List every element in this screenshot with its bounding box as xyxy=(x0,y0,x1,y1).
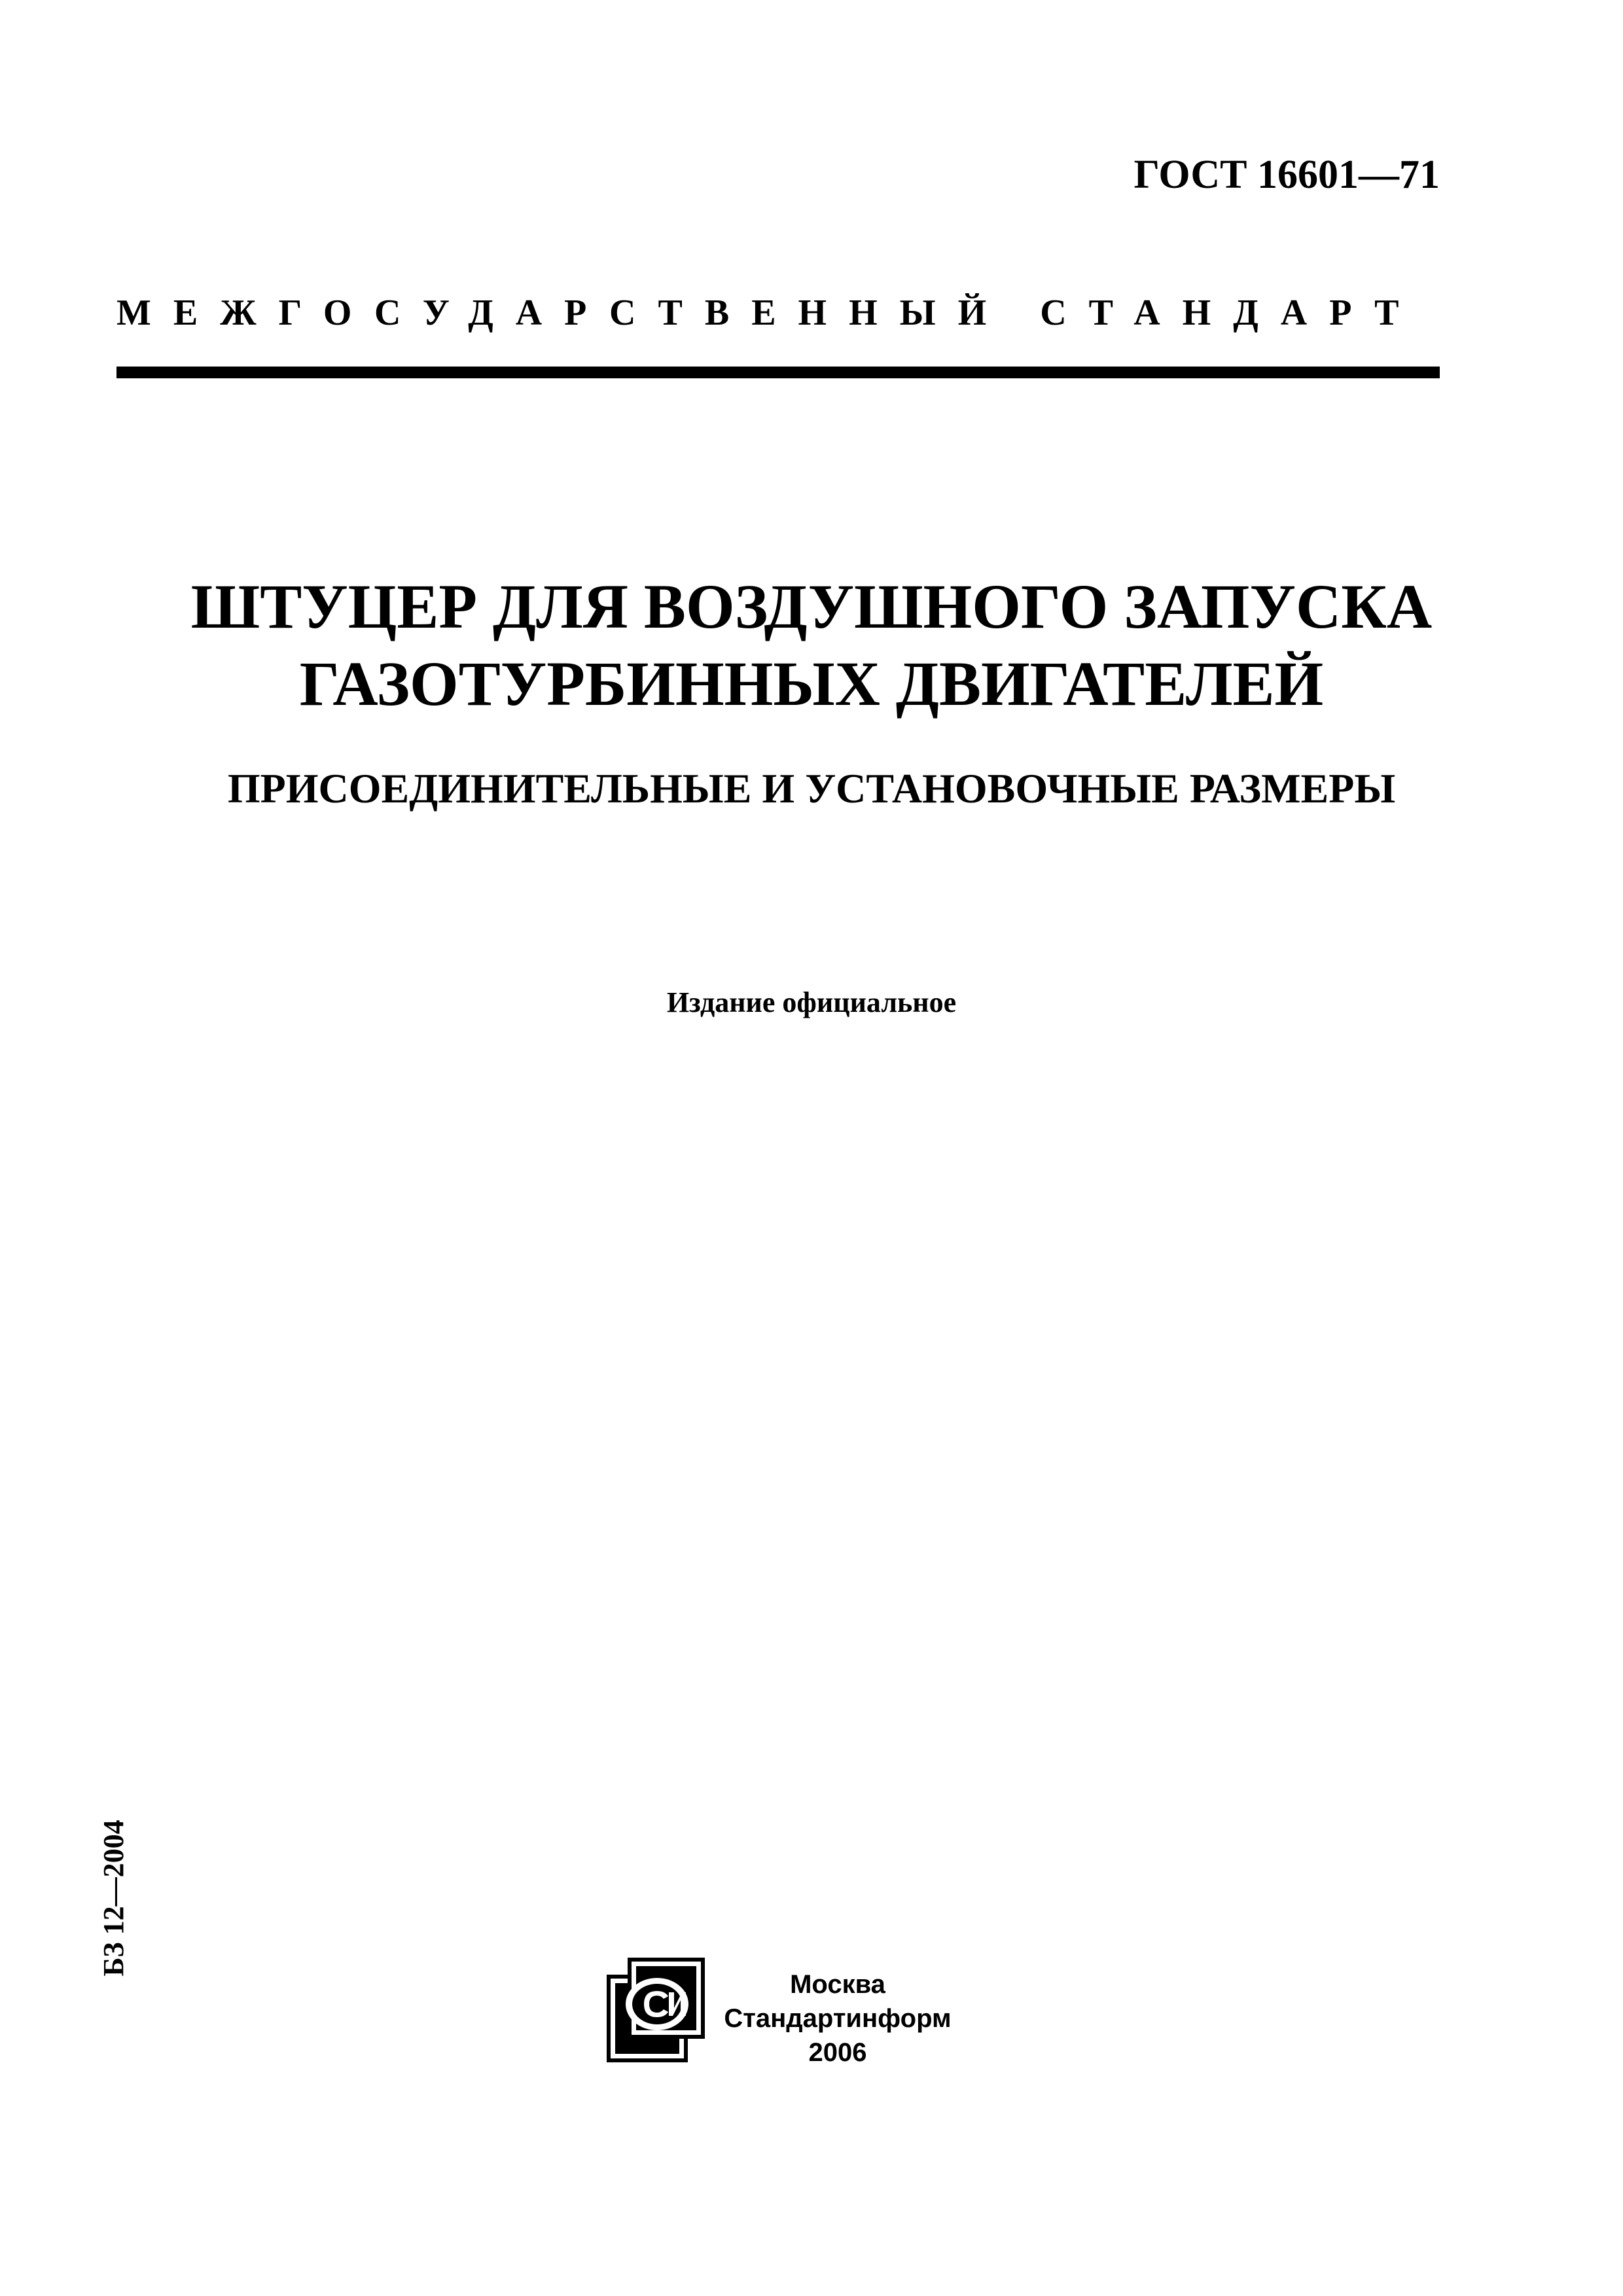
header-divider xyxy=(116,367,1440,378)
title-line-1: ШТУЦЕР ДЛЯ ВОЗДУШНОГО ЗАПУСКА xyxy=(190,571,1433,641)
standartinform-logo-icon xyxy=(606,1957,705,2063)
publisher-city: Москва xyxy=(790,1970,885,1999)
edition-label: Издание официальное xyxy=(666,986,957,1018)
standard-type-heading: МЕЖГОСУДАРСТВЕННЫЙ СТАНДАРТ xyxy=(116,293,1421,333)
side-code: БЗ 12—2004 xyxy=(98,1820,130,1977)
publication-year: 2006 xyxy=(808,2038,867,2067)
publisher-block xyxy=(713,1967,962,2070)
gost-code: ГОСТ 16601—71 xyxy=(1133,152,1440,197)
document-title xyxy=(0,568,1623,723)
publisher-name: Стандартинформ xyxy=(724,2004,952,2033)
document-subtitle: ПРИСОЕДИНИТЕЛЬНЫЕ И УСТАНОВОЧНЫЕ РАЗМЕРЫ xyxy=(227,765,1396,812)
title-line-2: ГАЗОТУРБИННЫХ ДВИГАТЕЛЕЙ xyxy=(299,649,1324,719)
